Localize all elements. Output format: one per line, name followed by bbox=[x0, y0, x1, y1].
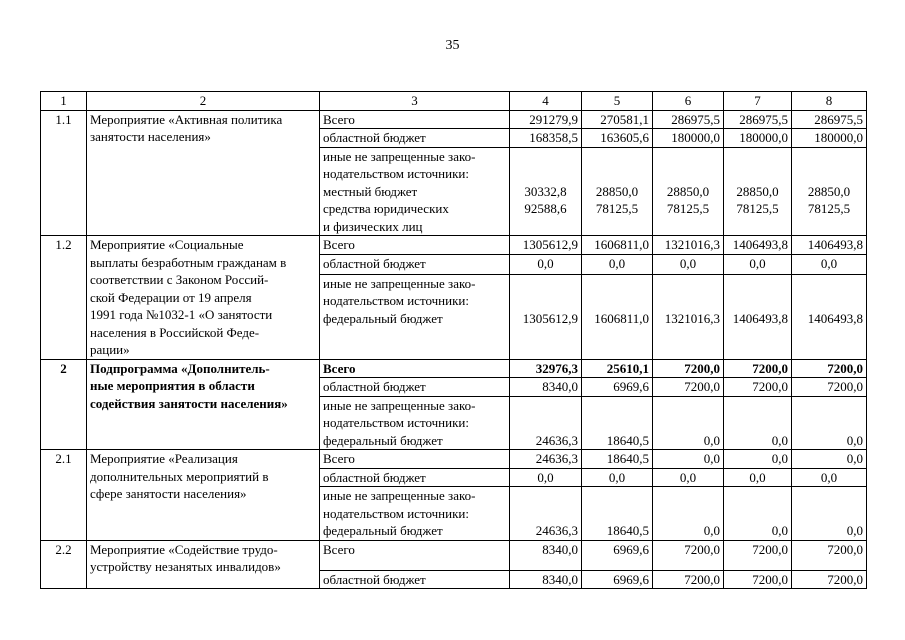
value-cell: 7200,0 bbox=[653, 540, 724, 570]
value-cell: 0,0 bbox=[653, 396, 724, 450]
value-cell: 18640,5 bbox=[582, 450, 653, 469]
table-row bbox=[41, 236, 867, 255]
table-row bbox=[41, 450, 867, 469]
value-cell: 180000,0 bbox=[724, 129, 792, 148]
row-number: 1.1 bbox=[41, 110, 87, 236]
value-cell: 24636,3 bbox=[510, 396, 582, 450]
value-cell: 163605,6 bbox=[582, 129, 653, 148]
value-cell: 1406493,8 bbox=[724, 274, 792, 359]
value-cell: 291279,9 bbox=[510, 110, 582, 129]
value-cell: 7200,0 bbox=[653, 570, 724, 589]
value-cell: 6969,6 bbox=[582, 570, 653, 589]
value-cell: 7200,0 bbox=[792, 359, 867, 378]
value-cell: 7200,0 bbox=[653, 359, 724, 378]
value-cell: 7200,0 bbox=[792, 540, 867, 570]
header-cell: 4 bbox=[510, 92, 582, 111]
value-cell: 270581,1 bbox=[582, 110, 653, 129]
value-cell: 18640,5 bbox=[582, 396, 653, 450]
value-cell: 28850,0 78125,5 bbox=[792, 147, 867, 236]
value-cell: 8340,0 bbox=[510, 570, 582, 589]
value-cell: 0,0 bbox=[653, 450, 724, 469]
row-number: 2.1 bbox=[41, 450, 87, 541]
source-cell: Всего bbox=[320, 450, 510, 469]
source-cell: областной бюджет bbox=[320, 378, 510, 397]
value-cell: 6969,6 bbox=[582, 378, 653, 397]
value-cell: 1305612,9 bbox=[510, 274, 582, 359]
value-cell: 28850,0 78125,5 bbox=[582, 147, 653, 236]
value-cell: 28850,0 78125,5 bbox=[653, 147, 724, 236]
row-number: 2.2 bbox=[41, 540, 87, 589]
value-cell: 180000,0 bbox=[653, 129, 724, 148]
measure-name: Мероприятие «Содействие трудо- устройству незанятых инвалидов» bbox=[87, 540, 320, 589]
value-cell: 1606811,0 bbox=[582, 236, 653, 255]
value-cell: 7200,0 bbox=[792, 378, 867, 397]
source-cell: областной бюджет bbox=[320, 129, 510, 148]
value-cell: 0,0 bbox=[792, 255, 867, 274]
header-row bbox=[41, 92, 867, 111]
value-cell: 286975,5 bbox=[792, 110, 867, 129]
table-row bbox=[41, 540, 867, 570]
source-cell: Всего bbox=[320, 359, 510, 378]
value-cell: 25610,1 bbox=[582, 359, 653, 378]
value-cell: 1406493,8 bbox=[792, 236, 867, 255]
value-cell: 0,0 bbox=[510, 468, 582, 487]
value-cell: 0,0 bbox=[724, 487, 792, 541]
source-cell: областной бюджет bbox=[320, 468, 510, 487]
value-cell: 168358,5 bbox=[510, 129, 582, 148]
value-cell: 24636,3 bbox=[510, 450, 582, 469]
source-cell: иные не запрещенные зако- нодательством источники: местный бюджет средства юридических и физических лиц bbox=[320, 147, 510, 236]
page-number: 35 bbox=[445, 38, 460, 53]
source-cell: областной бюджет bbox=[320, 255, 510, 274]
value-cell: 7200,0 bbox=[792, 570, 867, 589]
table-row bbox=[41, 110, 867, 129]
value-cell: 0,0 bbox=[653, 468, 724, 487]
row-number: 1.2 bbox=[41, 236, 87, 360]
value-cell: 32976,3 bbox=[510, 359, 582, 378]
value-cell: 286975,5 bbox=[653, 110, 724, 129]
value-cell: 0,0 bbox=[582, 468, 653, 487]
value-cell: 8340,0 bbox=[510, 540, 582, 570]
header-cell: 1 bbox=[41, 92, 87, 111]
source-cell: иные не запрещенные зако- нодательством источники: федеральный бюджет bbox=[320, 274, 510, 359]
budget-table bbox=[40, 91, 867, 589]
value-cell: 7200,0 bbox=[724, 359, 792, 378]
value-cell: 28850,0 78125,5 bbox=[724, 147, 792, 236]
header-cell: 7 bbox=[724, 92, 792, 111]
value-cell: 0,0 bbox=[724, 468, 792, 487]
source-cell: Всего bbox=[320, 236, 510, 255]
measure-name: Мероприятие «Активная политика занятости населения» bbox=[87, 110, 320, 236]
value-cell: 0,0 bbox=[653, 255, 724, 274]
source-cell: иные не запрещенные зако- нодательством источники: федеральный бюджет bbox=[320, 396, 510, 450]
value-cell: 0,0 bbox=[653, 487, 724, 541]
value-cell: 30332,8 92588,6 bbox=[510, 147, 582, 236]
value-cell: 24636,3 bbox=[510, 487, 582, 541]
value-cell: 1321016,3 bbox=[653, 236, 724, 255]
row-number: 2 bbox=[41, 359, 87, 450]
value-cell: 0,0 bbox=[582, 255, 653, 274]
value-cell: 1406493,8 bbox=[724, 236, 792, 255]
value-cell: 0,0 bbox=[724, 396, 792, 450]
value-cell: 7200,0 bbox=[724, 378, 792, 397]
value-cell: 1606811,0 bbox=[582, 274, 653, 359]
value-cell: 0,0 bbox=[724, 450, 792, 469]
header-cell: 3 bbox=[320, 92, 510, 111]
value-cell: 7200,0 bbox=[724, 570, 792, 589]
header-cell: 5 bbox=[582, 92, 653, 111]
header-cell: 2 bbox=[87, 92, 320, 111]
header-cell: 6 bbox=[653, 92, 724, 111]
value-cell: 180000,0 bbox=[792, 129, 867, 148]
value-cell: 0,0 bbox=[792, 487, 867, 541]
source-cell: областной бюджет bbox=[320, 570, 510, 589]
value-cell: 1305612,9 bbox=[510, 236, 582, 255]
value-cell: 1321016,3 bbox=[653, 274, 724, 359]
source-cell: Всего bbox=[320, 540, 510, 570]
measure-name: Мероприятие «Реализация дополнительных мероприятий в сфере занятости населения» bbox=[87, 450, 320, 541]
value-cell: 0,0 bbox=[792, 396, 867, 450]
value-cell: 0,0 bbox=[792, 450, 867, 469]
measure-name: Подпрограмма «Дополнитель- ные мероприятия в области содействия занятости населения» bbox=[87, 359, 320, 450]
value-cell: 7200,0 bbox=[724, 540, 792, 570]
value-cell: 6969,6 bbox=[582, 540, 653, 570]
value-cell: 7200,0 bbox=[653, 378, 724, 397]
value-cell: 286975,5 bbox=[724, 110, 792, 129]
value-cell: 0,0 bbox=[724, 255, 792, 274]
source-cell: иные не запрещенные зако- нодательством источники: федеральный бюджет bbox=[320, 487, 510, 541]
value-cell: 8340,0 bbox=[510, 378, 582, 397]
measure-name: Мероприятие «Социальные выплаты безработным гражданам в соответствии с Законом Россий- ской Федерации от 19 апреля 1991 года №1032-1 «О занятости населения в Российской Феде- рации» bbox=[87, 236, 320, 360]
table-row bbox=[41, 359, 867, 378]
value-cell: 0,0 bbox=[792, 468, 867, 487]
value-cell: 18640,5 bbox=[582, 487, 653, 541]
header-cell: 8 bbox=[792, 92, 867, 111]
value-cell: 1406493,8 bbox=[792, 274, 867, 359]
source-cell: Всего bbox=[320, 110, 510, 129]
value-cell: 0,0 bbox=[510, 255, 582, 274]
